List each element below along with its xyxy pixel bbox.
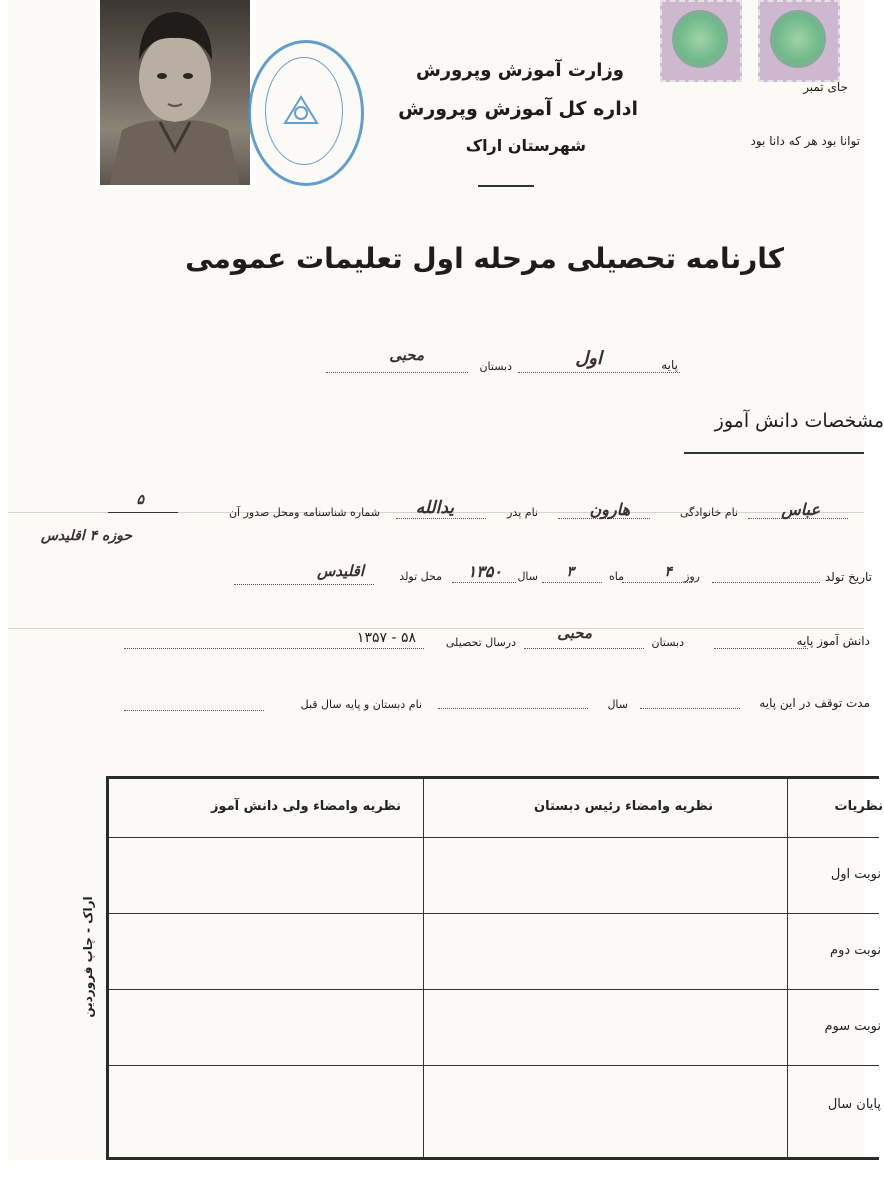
first-name-value: عباس [781,500,820,519]
birth-year-fill-line [542,582,602,583]
birth-day-fill-line [712,582,820,583]
table-row-divider [109,837,879,838]
school-fill-line [326,372,468,373]
row-label-second-term: نوبت دوم [830,943,881,958]
row-label-first-term: نوبت اول [830,867,881,882]
academic-year-value: ۱۳۵۷ - ۵۸ [356,630,416,646]
department-name: اداره کل آموزش وپرورش [398,98,638,120]
id-number-underline [108,512,178,513]
birth-year-value-fill-line [452,582,516,583]
printer-credit [68,880,108,1040]
table-row-divider [109,913,879,914]
printer-credit-text: اراک - چاپ فروردین [81,896,95,1018]
stop-duration-label: مدت توقف در این پایه [759,696,870,710]
birthplace-fill-line [234,584,374,585]
opinions-table [106,776,883,1160]
motto: توانا بود هر که دانا بود [750,134,860,148]
father-name-fill-line [396,518,486,519]
family-name-label: نام خانوادگی [680,506,738,519]
previous-grade-label: دانش آموز پایه [796,634,870,648]
stamp-place-label: جای تمبر [803,80,848,94]
table-column-divider [423,779,424,1157]
school-value: محبی [389,346,424,364]
birthplace-value: اقلیدس [316,562,364,580]
revenue-stamp [660,0,742,82]
school-label: دبستان [479,360,512,373]
previous-school-name-fill-line [124,710,264,711]
table-row-divider [109,1065,879,1066]
birth-date-label: تاریخ تولد [824,570,872,584]
year-value: ۱۳۵۰ [467,562,502,581]
grade-fill-line [518,372,680,373]
birth-month-fill-line [622,582,692,583]
previous-school-fill-line [524,648,644,649]
previous-grade-fill-line [714,648,808,649]
revenue-stamp [758,0,840,82]
document-title: کارنامه تحصیلی مرحله اول تعلیمات عمومی [185,242,784,275]
stop-year-fill-line [438,708,588,709]
school-seal [248,40,364,186]
day-label: روز [684,570,700,583]
stop-duration-fill-line [640,708,740,709]
id-number-label: شماره شناسنامه ومحل صدور آن [228,506,380,519]
academic-year-fill-line [124,648,424,649]
parent-opinion-header: نظریه وامضاء ولی دانش آموز [210,799,401,814]
paper-fold-line [8,628,864,629]
row-label-year-end: پایان سال [827,1097,881,1112]
city-name: شهرستان اراک [465,136,586,155]
ministry-name: وزارت آموزش وپرورش [415,60,624,81]
stop-year-label: سال [607,698,628,711]
report-card-page [8,0,884,1160]
month-value: ۳ [566,564,574,580]
table-row-divider [109,989,879,990]
student-photo [96,0,256,190]
month-label: ماه [608,570,624,583]
previous-school-value: محبی [557,624,592,642]
father-name-label: نام پدر [507,506,538,519]
principal-opinion-header: نظریه وامضاء رئیس دبستان [533,799,713,814]
academic-year-label: درسال تحصیلی [445,636,516,649]
year-label: سال [517,570,538,583]
issue-place-value: حوزه ۴ اقلیدس [40,528,132,544]
student-section-heading: مشخصات دانش آموز [714,410,884,432]
section-underline [684,452,864,454]
father-name-value: یدالله [415,498,454,518]
grade-label: پایه [661,358,678,372]
previous-school-name-label: نام دبستان و پایه سال قبل [300,698,422,711]
opinions-header: نظریات [834,799,883,814]
birthplace-label: محل تولد [399,570,442,583]
grade-value: اول [575,348,602,369]
row-label-third-term: نوبت سوم [824,1019,881,1034]
table-column-divider [787,779,788,1157]
header-divider [478,185,534,187]
id-number-value: ۵ [136,492,144,508]
day-value: ۴ [664,564,672,580]
previous-school-label: دبستان [651,636,684,649]
family-name-value: هارون [589,500,630,519]
